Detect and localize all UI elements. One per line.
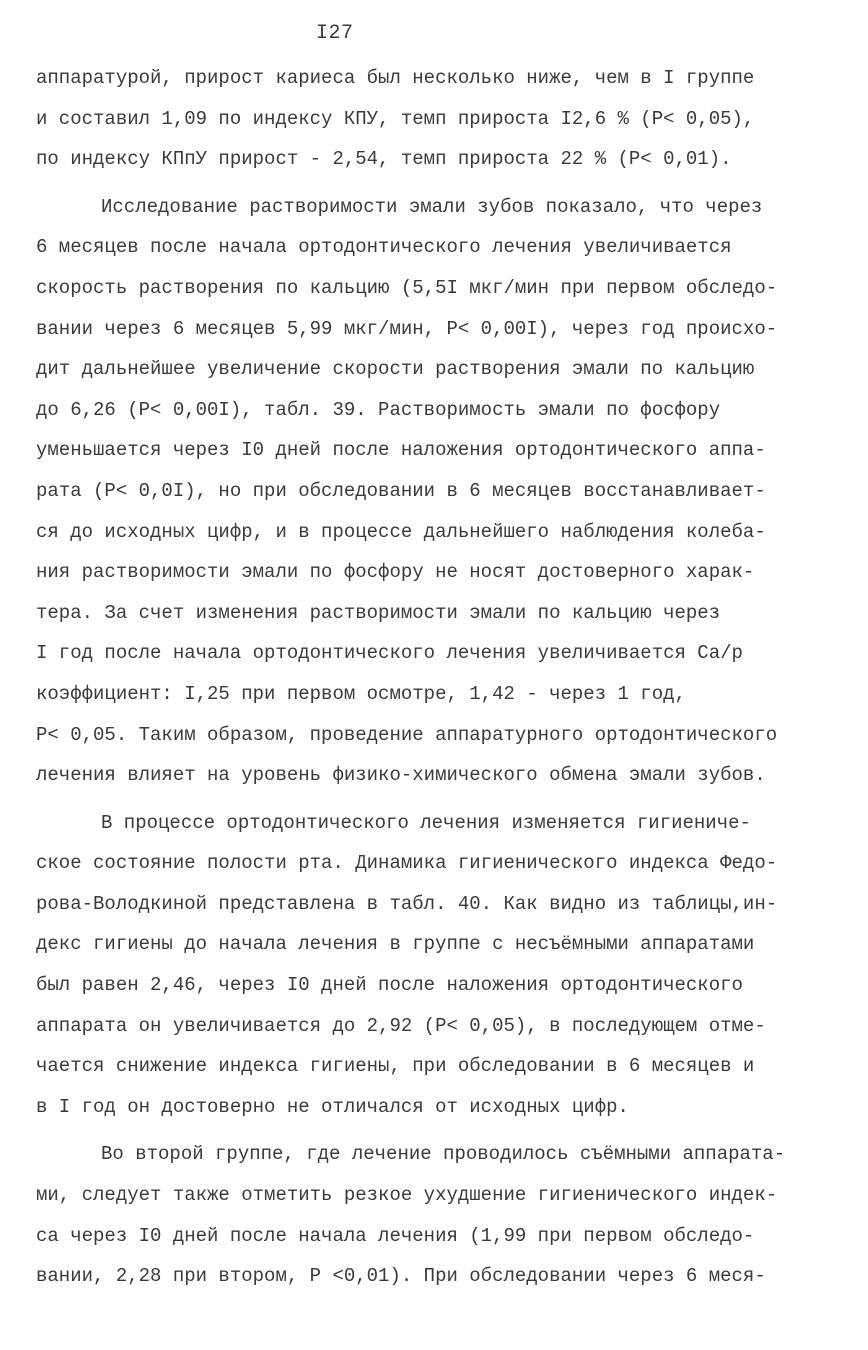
text-line: декс гигиены до начала лечения в группе с несъёмными аппаратами	[36, 933, 755, 956]
text-line: рова-Володкиной представлена в табл. 40. Как видно из таблицы,ин-	[36, 892, 778, 915]
text-line: 6 месяцев после начала ортодонтического лечения увеличивается	[36, 236, 732, 259]
text-line: ния растворимости эмали по фосфору не носят достоверного харак-	[36, 561, 755, 584]
text-line: I год после начала ортодонтического лечения увеличивается Са/р	[36, 642, 743, 665]
text-line: лечения влияет на уровень физико-химического обмена эмали зубов.	[36, 764, 766, 787]
text-line: В процессе ортодонтического лечения изменяется гигиениче-	[101, 811, 751, 834]
text-line: вании, 2,28 при втором, P <0,01). При обследовании через 6 меся-	[36, 1265, 766, 1288]
text-line: в I год он достоверно не отличался от исходных цифр.	[36, 1095, 629, 1118]
text-line: вании через 6 месяцев 5,99 мкг/мин, P< 0,00I), через год происхо-	[36, 317, 778, 340]
text-line: P< 0,05. Таким образом, проведение аппаратурного ортодонтического	[36, 723, 778, 746]
text-line: ское состояние полости рта. Динамика гигиенического индекса Федо-	[36, 852, 778, 875]
text-line: са через I0 дней после начала лечения (1,99 при первом обследо-	[36, 1224, 755, 1247]
text-line: по индексу КПпУ прирост - 2,54, темп прироста 22 % (P< 0,01).	[36, 148, 732, 171]
body-text	[36, 58, 836, 1297]
text-line: был равен 2,46, через I0 дней после наложения ортодонтического	[36, 974, 743, 997]
text-line: ми, следует также отметить резкое ухудшение гигиенического индек-	[36, 1184, 778, 1207]
text-line: уменьшается через I0 дней после наложения ортодонтического аппа-	[36, 439, 766, 462]
text-line: тера. За счет изменения растворимости эмали по кальцию через	[36, 601, 721, 624]
text-line: аппарата он увеличивается до 2,92 (P< 0,05), в последующем отме-	[36, 1014, 766, 1037]
text-line: коэффициент: I,25 при первом осмотре, 1,42 - через 1 год,	[36, 682, 686, 705]
page-number: I27	[316, 22, 354, 45]
text-line: рата (P< 0,0I), но при обследовании в 6 месяцев восстанавливает-	[36, 479, 766, 502]
text-line: Исследование растворимости эмали зубов показало, что через	[101, 195, 763, 218]
text-line: чается снижение индекса гигиены, при обследовании в 6 месяцев и	[36, 1055, 755, 1078]
text-line: ся до исходных цифр, и в процессе дальнейшего наблюдения колеба-	[36, 520, 766, 543]
text-line: и составил 1,09 по индексу КПУ, темп прироста I2,6 % (P< 0,05),	[36, 107, 755, 130]
text-line: скорость растворения по кальцию (5,5I мкг/мин при первом обследо-	[36, 276, 778, 299]
text-line: аппаратурой, прирост кариеса был несколько ниже, чем в I группе	[36, 67, 755, 89]
text-line: Во второй группе, где лечение проводилось съёмными аппарата-	[101, 1143, 786, 1166]
text-line: до 6,26 (P< 0,00I), табл. 39. Растворимость эмали по фосфору	[36, 398, 721, 421]
text-line: дит дальнейшее увеличение скорости растворения эмали по кальцию	[36, 358, 755, 381]
